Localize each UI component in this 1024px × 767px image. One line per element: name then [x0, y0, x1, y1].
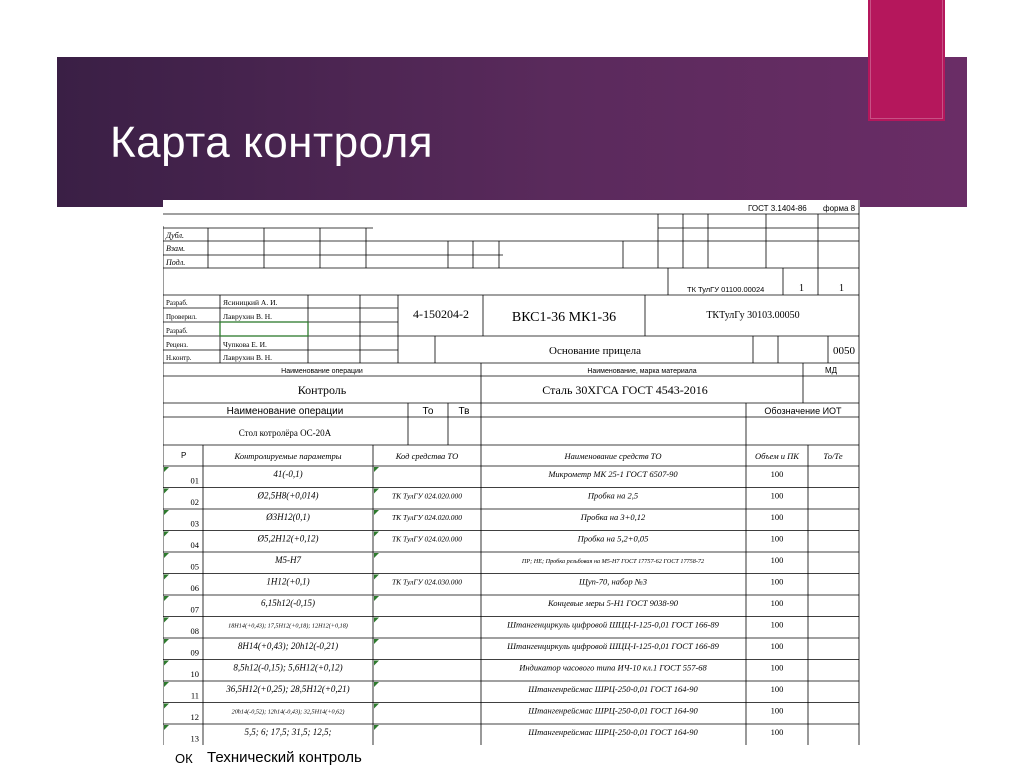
detail-number: 0050	[833, 345, 855, 357]
table-cell-tool: Концевые меры 5-Н1 ГОСТ 9038-90	[547, 598, 679, 608]
stamp-podl: Подл.	[166, 258, 186, 267]
table-cell-vol: 100	[770, 533, 784, 544]
table-cell-tool: Щуп-70, набор №3	[579, 576, 647, 587]
table-cell-tool: ПР; НЕ; Пробка резьбовая на М5-Н7 ГОСТ 17757-62 ГОСТ 17758-72	[521, 558, 705, 565]
table-header-p: Р	[181, 451, 187, 460]
table-cell-code: ТК ТулГУ 024.020.000	[391, 491, 463, 501]
table-cell-vol: 100	[770, 662, 784, 673]
signature-name-2: Лаврухин В. Н.	[223, 312, 273, 321]
table-cell-vol: 100	[770, 469, 784, 479]
ok-row	[163, 745, 860, 767]
table-cell-vol: 100	[770, 619, 784, 630]
detail-name: Основание прицела	[549, 345, 641, 357]
table-cell-num: 07	[190, 604, 199, 615]
table-cell-num: 12	[190, 712, 199, 722]
table-cell-vol: 100	[770, 705, 784, 716]
table-cell-param: Ø2,5Н8(+0,014)	[257, 490, 319, 501]
table-header-volume: Объем и ПК	[755, 451, 799, 461]
gost-label: ГОСТ 3.1404-86	[748, 204, 807, 213]
accent-bar	[868, 0, 945, 121]
control-card-document	[163, 200, 860, 767]
table-cell-num: 04	[190, 540, 199, 550]
organization-code: ТКТулГу 30103.00050	[706, 310, 800, 321]
table-cell-param: 18Н14(+0,43); 17,5Н12(+0,18); 12Н12(+0,18)	[228, 622, 348, 630]
table-cell-num: 05	[190, 561, 199, 572]
table-cell-tool: Пробка на 5,2+0,05	[577, 533, 649, 544]
table-cell-vol: 100	[770, 598, 784, 608]
table-cell-tool: Штангенрейсмас ШРЦ-250-0,01 ГОСТ 164-90	[528, 705, 698, 716]
sheet-number: 1	[799, 283, 804, 294]
table-cell-code: ТК ТулГУ 024.030.000	[391, 577, 463, 587]
table-cell-code: ТК ТулГУ 024.020.000	[391, 513, 463, 522]
table-cell-param: Ø5,2Н12(+0,12)	[257, 533, 319, 544]
table-cell-tool: Штангенрейсмас ШРЦ-250-0,01 ГОСТ 164-90	[528, 727, 698, 737]
operation-name-header-2: Наименование операции	[226, 406, 344, 417]
form-label: форма 8	[823, 204, 856, 213]
stamp-vzam: Взам.	[166, 244, 186, 253]
tk-code: ТК ТулГУ 01100.00024	[687, 285, 765, 294]
document-code: ВКС1-36 МК1-36	[511, 310, 617, 325]
table-cell-num: 08	[190, 626, 199, 636]
table-header-tool: Наименование средств ТО	[564, 451, 662, 461]
table-cell-num: 02	[190, 497, 199, 507]
sheets-total: 1	[839, 283, 844, 294]
signature-role-4: Реценз.	[166, 341, 189, 349]
table-cell-tool: Пробка на 3+0,12	[580, 512, 646, 522]
group-code: 4-150204-2	[413, 307, 469, 321]
table-header-code: Код средства ТО	[395, 451, 459, 461]
signature-role-3: Разраб.	[166, 327, 188, 335]
stamp-dubl: Дубл.	[166, 231, 184, 240]
signature-name-4: Чупкова Е. И.	[223, 340, 267, 349]
tv-label: Тв	[458, 406, 470, 417]
table-cell-param: 5,5; 6; 17,5; 31,5; 12,5;	[244, 727, 332, 737]
table-cell-vol: 100	[770, 576, 784, 587]
md-label: МД	[824, 366, 838, 375]
table-header-tote: То/Те	[823, 451, 843, 461]
signature-role-1: Разраб.	[166, 299, 188, 307]
table-cell-param: 36,5Н12(+0,25); 28,5Н12(+0,21)	[226, 684, 350, 694]
table-cell-num: 11	[190, 690, 199, 701]
table-cell-tool: Штангенциркуль цифровой ШЦЦ-I-125-0,01 ГОСТ 166-89	[507, 619, 719, 630]
table-cell-tool: Индикатор часового типа ИЧ-10 кл.1 ГОСТ 557-68	[519, 662, 707, 673]
table-cell-param: 1Н12(+0,1)	[266, 576, 310, 587]
operation-name: Контроль	[297, 383, 347, 397]
table-header-params: Контролируемые параметры	[234, 451, 342, 461]
signature-name-5: Лаврухин В. Н.	[223, 353, 273, 362]
table-cell-num: 10	[190, 669, 199, 679]
table-cell-param: М5-Н7	[275, 555, 301, 565]
table-cell-param: Ø3Н12(0,1)	[266, 512, 310, 522]
signature-name-1: Ясиницкий А. И.	[223, 298, 278, 307]
selected-cell[interactable]	[220, 322, 308, 336]
equipment: Стол котролёра ОС-20А	[238, 428, 332, 438]
table-cell-param: 20h14(-0,52); 12h14(-0,43); 32,5Н14(+0,62)	[231, 708, 345, 716]
table-cell-tool: Пробка на 2,5	[587, 490, 639, 501]
table-cell-vol: 100	[770, 684, 784, 694]
table-cell-num: 06	[190, 583, 199, 593]
table-cell-param: 8Н14(+0,43); 20h12(-0,21)	[237, 641, 339, 651]
signature-role-5: Н.контр.	[166, 354, 192, 362]
operation-name-header: Наименование операции	[281, 368, 363, 375]
table-cell-vol: 100	[770, 512, 784, 522]
table-cell-vol: 100	[770, 727, 784, 737]
ok-text: Технический контроль	[207, 749, 362, 766]
table-cell-tool: Штангенрейсмас ШРЦ-250-0,01 ГОСТ 164-90	[528, 684, 698, 694]
iot-label: Обозначение ИОТ	[764, 406, 842, 416]
table-cell-tool: Штангенциркуль цифровой ШЦЦ-I-125-0,01 ГОСТ 166-89	[507, 641, 719, 651]
table-cell-param: 41(-0,1)	[273, 469, 303, 479]
table-cell-num: 01	[190, 475, 199, 486]
table-cell-param: 6,15h12(-0,15)	[261, 598, 315, 608]
table-cell-vol: 100	[770, 641, 784, 651]
table-cell-vol: 100	[770, 555, 784, 565]
table-cell-vol: 100	[770, 490, 784, 501]
to-label: То	[422, 406, 434, 417]
slide-title: Карта контроля	[110, 118, 434, 167]
ok-label: ОК	[175, 751, 193, 766]
material-header: Наименование, марка материала	[587, 368, 697, 375]
signature-role-2: Проверил.	[166, 313, 197, 321]
table-cell-num: 09	[190, 647, 199, 658]
material: Сталь 30ХГСА ГОСТ 4543-2016	[542, 383, 708, 397]
table-cell-tool: Микрометр МК 25-1 ГОСТ 6507-90	[548, 469, 678, 479]
table-cell-num: 03	[190, 518, 199, 529]
table-cell-code: ТК ТулГУ 024.020.000	[391, 534, 463, 544]
table-cell-param: 8,5h12(-0,15); 5,6Н12(+0,12)	[233, 662, 343, 673]
table-cell-num: 13	[190, 733, 199, 744]
